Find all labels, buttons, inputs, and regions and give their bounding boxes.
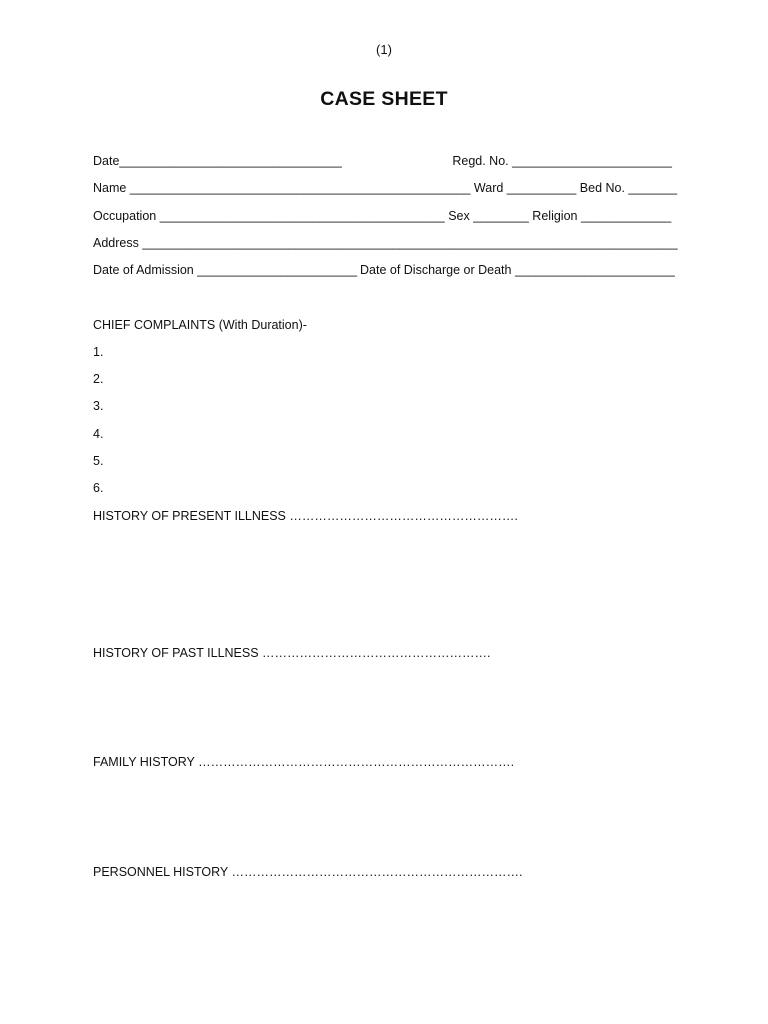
- name-ward-bed-field[interactable]: Name _________________________________________________ Ward __________ Bed No. _______: [93, 181, 678, 195]
- history-present-illness[interactable]: HISTORY OF PRESENT ILLNESS ……………………………………………….: [93, 509, 518, 523]
- date-of-discharge-field[interactable]: Date of Discharge or Death _______________________: [360, 263, 675, 277]
- complaint-item[interactable]: 1.: [93, 345, 104, 359]
- admission-discharge-row: [93, 262, 675, 278]
- date-regd-row: [93, 153, 675, 169]
- name-ward-bed-row: [93, 180, 678, 196]
- address-field[interactable]: Address _____________________________________________________________________________: [93, 236, 678, 250]
- date-field[interactable]: Date________________________________: [93, 154, 342, 168]
- family-history[interactable]: FAMILY HISTORY ………………………………………………………………….: [93, 755, 515, 769]
- date-of-admission-field[interactable]: Date of Admission _______________________: [93, 263, 358, 277]
- regd-no-field[interactable]: Regd. No. _______________________: [452, 154, 672, 168]
- history-past-illness[interactable]: HISTORY OF PAST ILLNESS ……………………………………………….: [93, 646, 491, 660]
- page-title: CASE SHEET: [320, 88, 448, 110]
- address-row: [93, 235, 678, 251]
- complaint-item[interactable]: 3.: [93, 399, 104, 413]
- complaint-item[interactable]: 2.: [93, 372, 104, 386]
- complaint-item[interactable]: 4.: [93, 427, 104, 441]
- occupation-sex-religion-row: [93, 208, 675, 224]
- page-number: (1): [376, 42, 392, 57]
- complaint-item[interactable]: 5.: [93, 454, 104, 468]
- chief-complaints-heading: CHIEF COMPLAINTS (With Duration)-: [93, 318, 307, 332]
- occupation-sex-religion-field[interactable]: Occupation _________________________________________ Sex ________ Religion _____________: [93, 209, 672, 223]
- personnel-history[interactable]: PERSONNEL HISTORY …………………………………………………………….: [93, 865, 523, 879]
- complaint-item[interactable]: 6.: [93, 481, 104, 495]
